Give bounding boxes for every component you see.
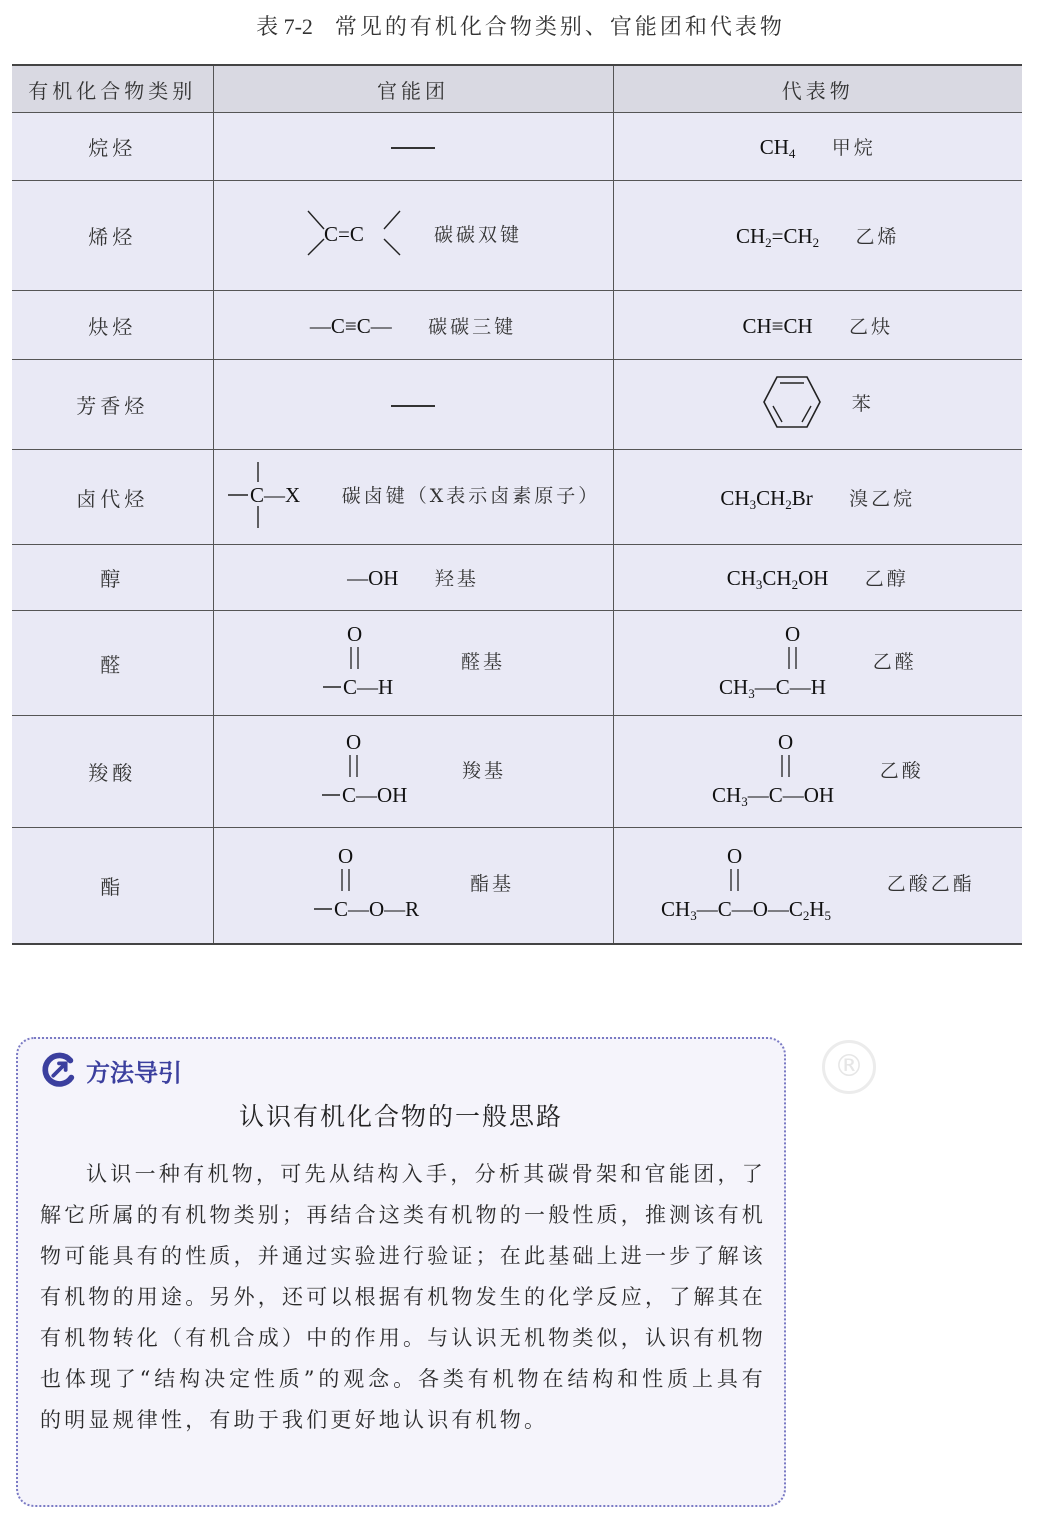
category-cell: 烷烃 (12, 113, 213, 181)
rep-name: 乙醛 (872, 651, 917, 673)
method-guide-body: 认识一种有机物，可先从结构入手，分析其碳骨架和官能团，了解它所属的有机物类别；再结合这类有机物的一般性质，推测该有机物可能具有的性质，并通过实验进行验证；在此基础上进一步了解该有机物的用途。另外，还可以根据有机物发生的化学反应，了解其在有机物转化（有机合成）中的作用。与认识无机物类似，认识有机物也体现了“结构决定性质”的观念。各类有机物在结构和性质上具有的明显规律性，有助于我们更好地认识有机物。 (40, 1162, 766, 1432)
ethyl-acetate-structure (661, 843, 857, 923)
rep-formula: $CH_4$ (759, 135, 796, 161)
group-name: 醛基 (460, 651, 505, 673)
ester-group-structure (312, 843, 440, 923)
rep-formula: CH≡CH (742, 313, 813, 338)
group-name: 羧基 (461, 759, 506, 782)
representative-cell (613, 360, 1022, 450)
group-formula: —C≡C— (309, 313, 392, 338)
header-category: 有机化合物类别 (12, 65, 213, 113)
registered-mark-watermark: ® (822, 1040, 876, 1094)
group-name: 酯基 (469, 873, 514, 896)
method-guide-icon (40, 1051, 78, 1089)
group-text: C—O—R (333, 896, 420, 921)
rep-formula: $CH_3CH_2OH$ (726, 566, 829, 592)
representative-cell (613, 716, 1022, 828)
group-name: 碳卤键（X表示卤素原子） (341, 485, 601, 507)
category-cell: 芳香烃 (12, 360, 213, 450)
category-cell: 卤代烃 (12, 450, 213, 545)
group-text: C=C (323, 222, 364, 246)
group-cell (213, 545, 613, 611)
table-row (12, 716, 1022, 828)
group-formula: —OH (347, 566, 399, 590)
rep-name: 溴乙烷 (849, 487, 916, 510)
table-header-row (12, 65, 1022, 113)
svg-text:CH3—C—H: CH3—C—H (718, 674, 826, 701)
group-cell (213, 611, 613, 716)
svg-text:O: O (345, 730, 362, 754)
group-text: C—H (342, 674, 394, 699)
functional-groups-table (12, 64, 1022, 945)
group-text: C—X (249, 482, 300, 507)
svg-text:O: O (726, 843, 742, 868)
rep-name: 甲烷 (831, 137, 876, 159)
group-cell (213, 181, 613, 291)
table-row (12, 291, 1022, 360)
group-name: 碳碳三键 (428, 315, 517, 338)
representative-cell (613, 450, 1022, 545)
table-row (12, 611, 1022, 716)
group-cell (213, 291, 613, 360)
representative-cell (613, 181, 1022, 291)
category-cell: 烯烃 (12, 181, 213, 291)
category-cell: 醇 (12, 545, 213, 611)
representative-cell (613, 828, 1022, 944)
table-row (12, 545, 1022, 611)
rep-name: 乙炔 (849, 315, 894, 338)
svg-text:O: O (784, 621, 800, 646)
table-row (12, 828, 1022, 944)
svg-text:CH3—C—O—C2H5: CH3—C—O—C2H5 (660, 896, 831, 923)
carboxyl-group-structure (320, 729, 432, 809)
header-representative: 代表物 (613, 65, 1022, 113)
category-cell: 炔烃 (12, 291, 213, 360)
group-text: C—OH (341, 783, 408, 807)
rep-formula: $CH_3CH_2Br$ (720, 485, 813, 512)
group-cell (213, 113, 613, 181)
cc-double-bond-structure (304, 203, 404, 263)
rep-name: 乙酸 (879, 759, 924, 782)
table-row (12, 113, 1022, 181)
none-dash (391, 405, 435, 407)
table-caption (0, 10, 1041, 41)
method-guide-title: 认识有机化合物的一般思路 (238, 1102, 563, 1131)
group-cell (213, 360, 613, 450)
rep-name: 苯 (851, 392, 874, 415)
representative-cell (613, 291, 1022, 360)
svg-text:O: O (777, 730, 793, 754)
none-dash (391, 147, 435, 149)
rep-name: 乙酸乙酯 (886, 873, 975, 896)
category-cell: 羧酸 (12, 716, 213, 828)
method-guide-box (16, 1037, 786, 1507)
rep-formula: $CH_2=CH_2$ (735, 224, 820, 250)
table-row (12, 360, 1022, 450)
svg-text:O: O (346, 621, 363, 646)
svg-text:CH3—C—OH: CH3—C—OH (711, 783, 834, 809)
svg-text:O: O (337, 843, 354, 868)
table-number: 表 7-2 (256, 14, 313, 39)
rep-name: 乙烯 (855, 226, 900, 248)
representative-cell (613, 545, 1022, 611)
acetic-acid-structure (712, 729, 850, 809)
group-name: 羟基 (434, 568, 479, 590)
representative-cell (613, 113, 1022, 181)
group-name: 碳碳双键 (433, 223, 522, 246)
category-cell: 醛 (12, 611, 213, 716)
header-group: 官能团 (213, 65, 613, 113)
method-guide-header (40, 1051, 182, 1089)
table-title: 常见的有机化合物类别、官能团和代表物 (334, 15, 785, 40)
category-cell: 酯 (12, 828, 213, 944)
representative-cell (613, 611, 1022, 716)
benzene-ring-icon (762, 374, 822, 430)
rep-name: 乙醇 (864, 568, 909, 590)
carbon-halogen-structure (226, 460, 312, 530)
acetaldehyde-structure (719, 621, 843, 701)
method-guide-label: 方法导引 (86, 1058, 182, 1087)
group-cell (213, 828, 613, 944)
group-cell (213, 450, 613, 545)
table-row (12, 181, 1022, 291)
table-row (12, 450, 1022, 545)
aldehyde-group-structure (321, 621, 431, 701)
group-cell (213, 716, 613, 828)
